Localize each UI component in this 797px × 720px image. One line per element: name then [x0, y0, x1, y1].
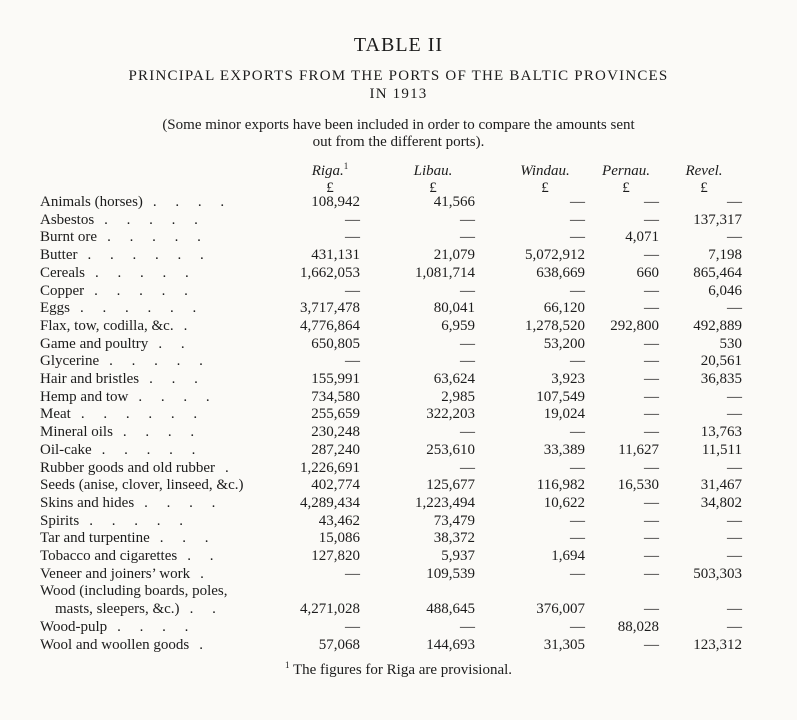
table-row: [0, 459, 797, 477]
cell-col-4: 503,303: [693, 566, 742, 582]
cell-col-2: 116,982: [536, 477, 585, 493]
cell-col-1: 1,081,714: [415, 265, 475, 281]
cell-col-1: 41,566: [433, 194, 475, 210]
row-leader-dots: .: [199, 637, 203, 653]
row-leader-dots: . . . . .: [107, 229, 201, 245]
cell-col-2: 638,669: [536, 265, 585, 281]
cell-col-0: 1,226,691: [300, 460, 360, 476]
cell-col-3: —: [644, 212, 659, 228]
table-row: [0, 547, 797, 565]
table-row: [0, 352, 797, 370]
cell-col-1: —: [460, 460, 475, 476]
cell-col-0: 57,068: [318, 637, 360, 653]
table-row: [0, 228, 797, 246]
row-leader-dots: . . . .: [117, 619, 189, 635]
cell-col-2: 376,007: [536, 601, 585, 617]
cell-col-3: —: [644, 424, 659, 440]
cell-col-3: —: [644, 247, 659, 263]
row-leader-dots: . .: [158, 336, 185, 352]
table-note: [60, 117, 737, 151]
cell-col-1: 63,624: [433, 371, 475, 387]
subtitle-line-1: PRINCIPAL EXPORTS FROM THE PORTS OF THE BALTIC PROVINCES: [128, 68, 669, 84]
cell-col-4: —: [727, 229, 742, 245]
cell-col-2: —: [570, 619, 585, 635]
row-label: Game and poultry: [40, 336, 149, 352]
subtitle-line-2: IN 1913: [369, 86, 428, 102]
cell-col-4: —: [727, 194, 742, 210]
table-row: [0, 600, 797, 618]
table-row: [0, 618, 797, 636]
row-label: Rubber goods and old rubber: [40, 460, 215, 476]
cell-col-2: —: [570, 530, 585, 546]
cell-col-3: 88,028: [617, 619, 659, 635]
table-row: [0, 529, 797, 547]
table-row: [0, 582, 797, 600]
row-leader-dots: . . .: [149, 371, 198, 387]
cell-col-4: —: [727, 300, 742, 316]
cell-col-1: —: [460, 619, 475, 635]
cell-col-3: —: [644, 566, 659, 582]
cell-col-2: 66,120: [543, 300, 585, 316]
row-label: Asbestos: [40, 212, 95, 228]
table-row: [0, 441, 797, 459]
row-leader-dots: . . . .: [152, 194, 225, 210]
cell-col-2: —: [570, 212, 585, 228]
table-row: [0, 282, 797, 300]
cell-col-1: 144,693: [426, 637, 475, 653]
cell-col-1: —: [460, 229, 475, 245]
row-label: Burnt ore: [40, 229, 98, 245]
row-label: Spirits: [40, 513, 80, 529]
table-row: [0, 317, 797, 335]
cell-col-4: 530: [719, 336, 742, 352]
cell-col-3: —: [644, 389, 659, 405]
table-row: [0, 335, 797, 353]
cell-col-4: 6,046: [708, 283, 742, 299]
cell-col-0: —: [345, 229, 360, 245]
cell-col-1: 73,479: [433, 513, 475, 529]
row-label: Eggs: [40, 300, 70, 316]
cell-col-3: 16,530: [617, 477, 659, 493]
row-leader-dots: . . . . .: [94, 265, 189, 281]
row-leader-dots: . .: [187, 548, 214, 564]
cell-col-4: —: [727, 601, 742, 617]
cell-col-2: —: [570, 513, 585, 529]
cell-col-3: —: [644, 495, 659, 511]
cell-col-3: —: [644, 353, 659, 369]
note-line-2: out from the different ports).: [312, 134, 485, 150]
table-title: TABLE II: [353, 34, 444, 56]
row-label: Copper: [40, 283, 85, 299]
cell-col-2: —: [570, 194, 585, 210]
row-label: Wood (including boards, poles,: [40, 583, 228, 599]
row-leader-dots: . . . . .: [101, 442, 196, 458]
row-leader-dots: .: [224, 460, 229, 476]
cell-col-3: —: [644, 283, 659, 299]
table-row: [0, 193, 797, 211]
cell-col-2: —: [570, 460, 585, 476]
column-currency: £: [326, 180, 334, 196]
cell-col-3: —: [644, 601, 659, 617]
cell-col-1: 1,223,494: [415, 495, 475, 511]
cell-col-0: 287,240: [311, 442, 360, 458]
cell-col-0: 108,942: [311, 194, 360, 210]
cell-col-1: —: [460, 336, 475, 352]
table-row: [0, 264, 797, 282]
table-row: [0, 405, 797, 423]
row-label: Oil-cake: [40, 442, 92, 458]
row-leader-dots: . . . . .: [109, 353, 203, 369]
cell-col-2: 1,694: [551, 548, 585, 564]
cell-col-0: 155,991: [311, 371, 360, 387]
row-leader-dots: . . . .: [144, 495, 216, 511]
cell-col-4: 7,198: [708, 247, 742, 263]
row-label: Butter: [40, 247, 78, 263]
row-label: Wood-pulp: [40, 619, 108, 635]
cell-col-4: 20,561: [700, 353, 742, 369]
cell-col-0: —: [345, 353, 360, 369]
cell-col-0: 3,717,478: [300, 300, 360, 316]
cell-col-2: 107,549: [536, 389, 585, 405]
table-row: [0, 299, 797, 317]
cell-col-4: 31,467: [700, 477, 742, 493]
cell-col-1: 21,079: [433, 247, 475, 263]
row-leader-dots: .: [200, 566, 204, 582]
row-label: Flax, tow, codilla, &c.: [40, 318, 174, 334]
column-currency: £: [700, 180, 708, 196]
table-row: [0, 494, 797, 512]
cell-col-2: 3,923: [551, 371, 585, 387]
row-label: masts, sleepers, &c.): [40, 601, 180, 617]
row-leader-dots: . . . . .: [89, 513, 183, 529]
cell-col-1: 38,372: [433, 530, 475, 546]
cell-col-2: 19,024: [543, 406, 585, 422]
cell-col-2: —: [570, 424, 585, 440]
cell-col-1: 253,610: [426, 442, 475, 458]
row-leader-dots: . . . .: [122, 424, 195, 440]
cell-col-0: 402,774: [311, 477, 360, 493]
row-label: Glycerine: [40, 353, 100, 369]
cell-col-3: —: [644, 530, 659, 546]
cell-col-3: —: [644, 406, 659, 422]
cell-col-2: 31,305: [543, 637, 585, 653]
row-label: Animals (horses): [40, 194, 143, 210]
column-header-name: Windau.: [520, 163, 570, 179]
column-header-1: [383, 158, 483, 197]
cell-col-2: —: [570, 353, 585, 369]
cell-col-4: —: [727, 406, 742, 422]
row-label: Cereals: [40, 265, 85, 281]
cell-col-2: 53,200: [543, 336, 585, 352]
cell-col-1: 5,937: [441, 548, 475, 564]
cell-col-0: 15,086: [318, 530, 360, 546]
cell-col-3: —: [644, 548, 659, 564]
column-header-4: [654, 158, 754, 197]
cell-col-1: —: [460, 424, 475, 440]
cell-col-0: 4,776,864: [300, 318, 360, 334]
cell-col-1: 109,539: [426, 566, 475, 582]
cell-col-1: —: [460, 283, 475, 299]
row-label: Hemp and tow: [40, 389, 129, 405]
table-row: [0, 370, 797, 388]
cell-col-3: 292,800: [610, 318, 659, 334]
table-row: [0, 565, 797, 583]
footnote-marker: 1: [284, 660, 290, 670]
row-label: Meat: [40, 406, 71, 422]
row-leader-dots: . . . . . .: [80, 406, 198, 422]
column-currency: £: [541, 180, 549, 196]
cell-col-3: —: [644, 460, 659, 476]
cell-col-3: 4,071: [625, 229, 659, 245]
cell-col-2: —: [570, 283, 585, 299]
row-label: Tar and turpentine: [40, 530, 150, 546]
cell-col-4: 34,802: [700, 495, 742, 511]
cell-col-1: 322,203: [426, 406, 475, 422]
cell-col-4: —: [727, 548, 742, 564]
row-label: Seeds (anise, clover, linseed, &c.): [40, 477, 244, 493]
cell-col-0: 4,289,434: [300, 495, 360, 511]
cell-col-1: —: [460, 212, 475, 228]
table-row: [0, 476, 797, 494]
cell-col-1: 6,959: [441, 318, 475, 334]
table-subtitle: [40, 67, 757, 103]
cell-col-0: —: [345, 566, 360, 582]
table-row: [0, 423, 797, 441]
footnote-text: The figures for Riga are provisional.: [292, 662, 513, 678]
cell-col-3: —: [644, 637, 659, 653]
cell-col-4: —: [727, 389, 742, 405]
cell-col-0: —: [345, 212, 360, 228]
cell-col-0: 1,662,053: [300, 265, 360, 281]
cell-col-3: —: [644, 300, 659, 316]
cell-col-2: 10,622: [543, 495, 585, 511]
cell-col-0: —: [345, 283, 360, 299]
row-label: Skins and hides: [40, 495, 135, 511]
column-header-marker: 1: [343, 161, 349, 171]
row-leader-dots: . . . . .: [104, 212, 198, 228]
column-currency: £: [622, 180, 630, 196]
row-label: Hair and bristles: [40, 371, 140, 387]
cell-col-0: 43,462: [318, 513, 360, 529]
cell-col-0: —: [345, 619, 360, 635]
cell-col-3: 660: [636, 265, 659, 281]
table-row: [0, 388, 797, 406]
table-row: [0, 512, 797, 530]
row-leader-dots: . . . . .: [94, 283, 188, 299]
footnote: [0, 660, 797, 679]
column-header-name: Libau.: [413, 163, 453, 179]
column-currency: £: [429, 180, 437, 196]
cell-col-2: —: [570, 566, 585, 582]
cell-col-3: —: [644, 513, 659, 529]
cell-col-1: —: [460, 353, 475, 369]
cell-col-1: 488,645: [426, 601, 475, 617]
table-row: [0, 636, 797, 654]
cell-col-4: 36,835: [700, 371, 742, 387]
row-label: Tobacco and cigarettes: [40, 548, 178, 564]
cell-col-0: 431,131: [311, 247, 360, 263]
cell-col-2: 5,072,912: [525, 247, 585, 263]
row-leader-dots: . .: [189, 601, 216, 617]
row-leader-dots: . . . . . .: [80, 300, 197, 316]
cell-col-0: 734,580: [311, 389, 360, 405]
cell-col-4: 865,464: [693, 265, 742, 281]
cell-col-2: 33,389: [543, 442, 585, 458]
row-leader-dots: . . . .: [138, 389, 210, 405]
cell-col-2: —: [570, 229, 585, 245]
cell-col-0: 650,805: [311, 336, 360, 352]
cell-col-1: 2,985: [441, 389, 475, 405]
cell-col-3: —: [644, 336, 659, 352]
column-header-0: [280, 158, 380, 197]
cell-col-0: 4,271,028: [300, 601, 360, 617]
cell-col-4: —: [727, 513, 742, 529]
cell-col-4: 13,763: [700, 424, 742, 440]
note-line-1: (Some minor exports have been included in order to compare the amounts sent: [162, 117, 635, 133]
table-row: [0, 211, 797, 229]
cell-col-4: 137,317: [693, 212, 742, 228]
cell-col-3: —: [644, 194, 659, 210]
column-header-name: Riga.: [311, 163, 344, 179]
cell-col-3: 11,627: [618, 442, 659, 458]
cell-col-4: —: [727, 460, 742, 476]
cell-col-4: 11,511: [701, 442, 742, 458]
cell-col-0: 127,820: [311, 548, 360, 564]
cell-col-4: —: [727, 530, 742, 546]
cell-col-3: —: [644, 371, 659, 387]
column-header-name: Revel.: [685, 163, 723, 179]
cell-col-0: 230,248: [311, 424, 360, 440]
table-row: [0, 246, 797, 264]
cell-col-0: 255,659: [311, 406, 360, 422]
row-leader-dots: . . .: [159, 530, 209, 546]
column-header-name: Pernau.: [602, 163, 650, 179]
row-label: Wool and woollen goods: [40, 637, 190, 653]
row-leader-dots: .: [183, 318, 188, 334]
cell-col-2: 1,278,520: [525, 318, 585, 334]
row-label: Mineral oils: [40, 424, 113, 440]
cell-col-1: 125,677: [426, 477, 475, 493]
cell-col-1: 80,041: [433, 300, 475, 316]
cell-col-4: 123,312: [693, 637, 742, 653]
row-label: Veneer and joiners’ work: [40, 566, 191, 582]
row-leader-dots: . . . . . .: [87, 247, 204, 263]
cell-col-4: 492,889: [693, 318, 742, 334]
cell-col-4: —: [727, 619, 742, 635]
